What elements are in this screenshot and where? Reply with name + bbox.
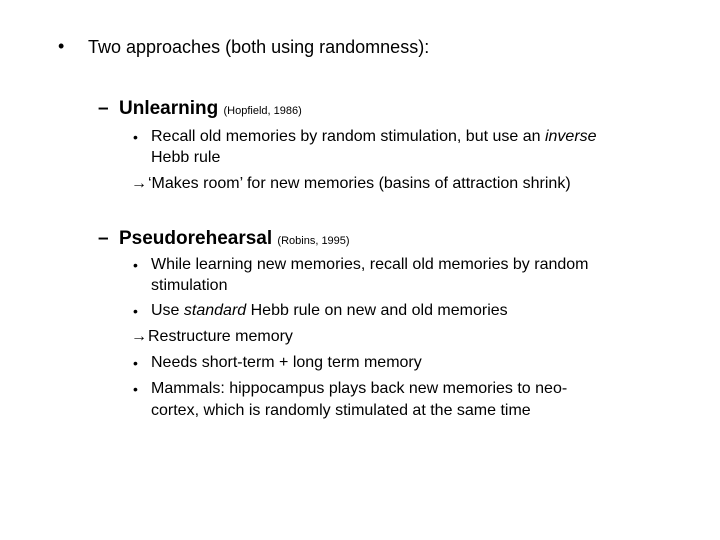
list-item-text-part: Hebb rule on new and old memories <box>246 302 508 319</box>
approach-citation: (Robins, 1995) <box>277 235 350 247</box>
arrow-consequence-text: ‘Makes room’ for new memories (basins of attraction shrink) <box>148 175 571 192</box>
approach-citation: (Hopfield, 1986) <box>223 105 302 117</box>
list-bullet: • <box>133 257 138 273</box>
list-item-text: Needs short-term + long term memory <box>151 354 422 371</box>
list-item-text-continued: cortex, which is randomly stimulated at the same time <box>151 402 531 419</box>
list-item-text-continued: stimulation <box>151 277 228 294</box>
list-item-emphasis: inverse <box>544 128 597 145</box>
list-item-text-continued: Hebb rule <box>151 149 221 166</box>
approach-title-label: Unlearning <box>119 98 219 119</box>
approach-title-pseudorehearsal <box>119 228 350 250</box>
list-item-text <box>151 302 508 320</box>
approach-title-label: Pseudorehearsal <box>119 228 273 249</box>
arrow-consequence-text: Restructure memory <box>148 328 293 345</box>
list-item-text <box>151 128 597 146</box>
approach-dash-pseudorehearsal: – <box>98 228 109 249</box>
right-arrow-icon: → <box>131 328 147 345</box>
list-bullet: • <box>133 381 138 397</box>
list-bullet: • <box>133 129 138 145</box>
list-item-text-part: Recall old memories by random stimulation, but use an <box>151 128 545 145</box>
list-item-emphasis: standard <box>183 302 247 319</box>
main-point-text: Two approaches (both using randomness): <box>88 37 430 57</box>
approach-dash-unlearning: – <box>98 98 109 119</box>
right-arrow-icon: → <box>131 175 147 192</box>
approach-title-unlearning <box>119 98 302 120</box>
list-item-text: Mammals: hippocampus plays back new memories to neo- <box>151 380 568 397</box>
list-bullet: • <box>133 303 138 319</box>
main-bullet: • <box>58 36 65 56</box>
list-bullet: • <box>133 355 138 371</box>
list-item-text-part: Use <box>151 302 184 319</box>
list-item-text: While learning new memories, recall old memories by random <box>151 256 589 273</box>
